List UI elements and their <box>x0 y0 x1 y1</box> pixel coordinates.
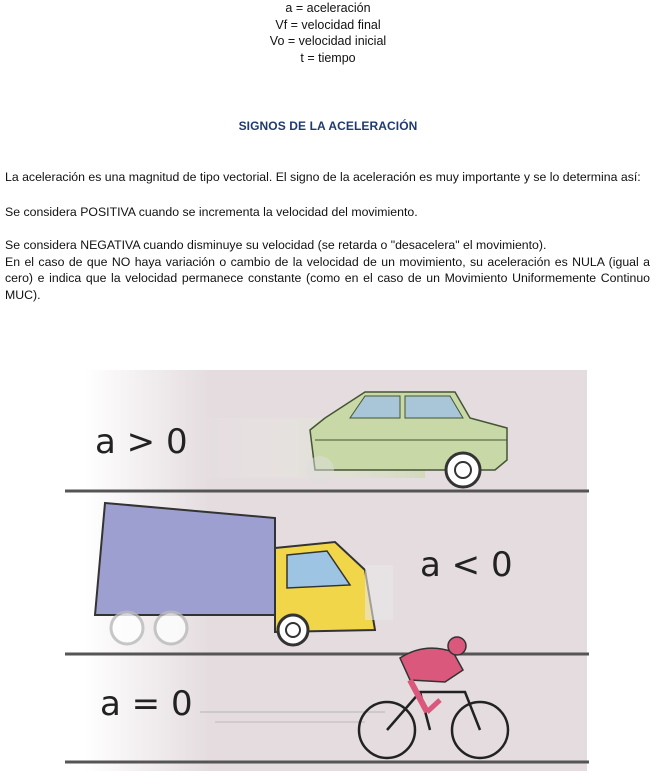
definition-acceleration: a = aceleración <box>285 1 371 15</box>
label-negative-acceleration: a < 0 <box>420 545 513 585</box>
paragraph-positive: Se considera POSITIVA cuando se incrementa la velocidad del movimiento. <box>5 205 418 219</box>
definitions-list <box>0 0 656 66</box>
section-title: SIGNOS DE LA ACELERACIÓN <box>238 119 418 133</box>
paragraph-negative: Se considera NEGATIVA cuando disminuye su velocidad (se retarda o "desacelera" el movimiento). <box>5 238 547 252</box>
definition-time: t = tiempo <box>300 50 356 65</box>
paragraph-intro: La aceleración es una magnitud de tipo vectorial. El signo de la aceleración es muy importante y se lo determina así: <box>5 170 641 184</box>
paragraph-null: En el caso de que NO haya variación o cambio de la velocidad de un movimiento, su aceleración es NULA (igual a cero) e indica que la velocidad permanece constante (como en el caso de un Movimiento Uniformemente Continuo MUC). <box>5 254 650 302</box>
label-positive-acceleration: a > 0 <box>95 422 188 462</box>
label-zero-acceleration: a = 0 <box>100 684 193 724</box>
definition-final-velocity: Vf = velocidad final <box>275 17 381 32</box>
paragraph-negative-null <box>5 237 650 303</box>
definition-initial-velocity: Vo = velocidad inicial <box>269 34 387 48</box>
acceleration-signs-illustration <box>65 370 589 771</box>
illustration-svg <box>65 370 589 771</box>
